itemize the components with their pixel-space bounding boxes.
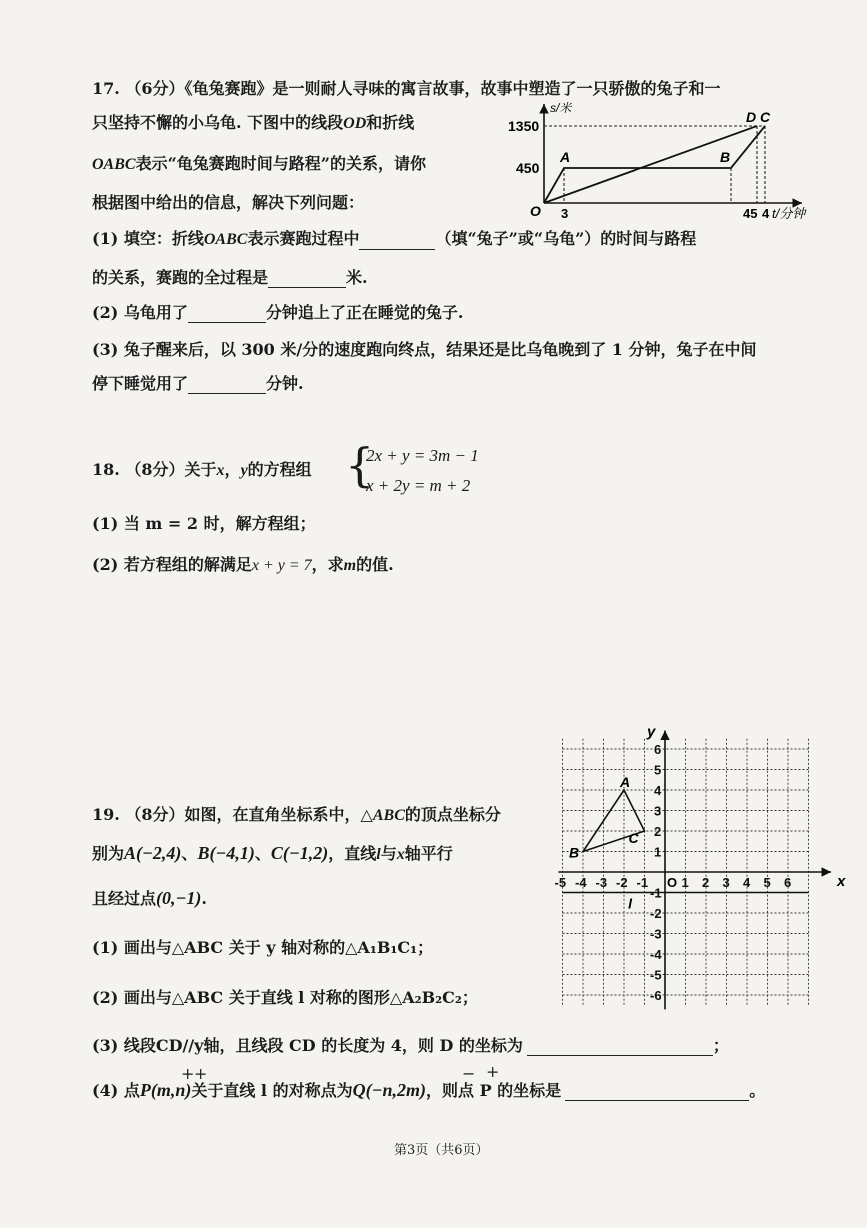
y-tick-label: 5	[654, 762, 662, 778]
q18-var-x: x	[216, 462, 225, 479]
q17-part3-cont	[92, 374, 304, 394]
q19-l2c: 与	[380, 844, 397, 863]
x-tick-label: 5	[763, 875, 771, 890]
x-tick-label: 1	[681, 875, 689, 890]
y-tick-label: -1	[650, 885, 662, 901]
q19-sep-2: 、	[254, 844, 271, 863]
q17-part1-cont	[92, 268, 368, 288]
q18-p2b: ，求	[311, 555, 344, 574]
q19-blank-1[interactable]	[527, 1055, 713, 1056]
q17-line2-text: 只坚持不懈的小乌龟. 下图中的线段	[92, 113, 344, 132]
q17-blank-4[interactable]	[188, 393, 266, 394]
q19-mark-plus-1: +	[181, 1064, 195, 1083]
q17-x-tick-45: 45	[743, 206, 758, 221]
y-tick-label: 2	[654, 824, 662, 839]
q18-tail: 的方程组	[247, 460, 312, 479]
x-tick-label: -4	[575, 875, 587, 890]
q18-lead	[92, 460, 312, 481]
q19-l2b: ，直线	[328, 844, 377, 863]
q19-l2a: 别为	[92, 844, 125, 863]
x-tick-label: -3	[595, 875, 608, 890]
q17-line3-rest: 表示“龟兔赛跑时间与路程”的关系，请你	[135, 154, 426, 173]
q18-part2	[92, 555, 394, 576]
q19-part3	[92, 1036, 729, 1056]
q17-p1e: 米.	[346, 268, 368, 287]
q19-l2d: 轴平行	[404, 844, 453, 863]
q17-p3c: 分钟.	[266, 374, 304, 393]
y-tick-label: -2	[650, 906, 662, 921]
q17-p1b: 表示赛跑过程中	[247, 229, 360, 248]
q17-y-label: s/米	[550, 101, 572, 115]
q19-p4a: (4) 点	[92, 1081, 140, 1100]
q17-point-a: A	[560, 149, 571, 165]
q19-point-p: P(m,n)	[139, 1080, 192, 1100]
q17-p1a: (1) 填空：折线	[92, 229, 204, 248]
q17-blank-2[interactable]	[268, 287, 346, 288]
q19-line2	[92, 843, 453, 865]
x-tick-label: 3	[722, 875, 730, 890]
x-tick-label: 6	[784, 875, 792, 890]
x-tick-label: 4	[743, 875, 751, 890]
q17-line3	[92, 154, 426, 175]
q17-x-label: t/分钟	[772, 206, 806, 221]
q19-l3a: 且经过点	[92, 889, 157, 908]
q19-x: x	[396, 846, 405, 863]
x-tick-label: -2	[616, 875, 628, 890]
q19-vertex-c: C	[628, 830, 639, 846]
q19-point-q: Q(−n,2m)	[352, 1080, 426, 1100]
q19-triangle: △ABC	[360, 807, 405, 824]
q17-line2	[92, 113, 414, 134]
q17-part3: (3) 兔子醒来后，以 300 米/分的速度跑向终点，结果还是比乌龟晚到了 1 分钟，兔子在中间	[92, 340, 757, 359]
q18-var-y: y	[240, 462, 248, 479]
q18-p2a: (2) 若方程组的解满足	[92, 555, 252, 574]
q19-line1	[92, 805, 501, 826]
q17-point-b: B	[720, 149, 731, 165]
q19-vertex-b: B	[569, 844, 580, 861]
q19-part1: (1) 画出与△ABC 关于 y 轴对称的△A₁B₁C₁；	[92, 938, 434, 957]
q17-p2b: 分钟追上了正在睡觉的兔子.	[265, 303, 464, 322]
q19-l1a: 19. （8分）如图，在直角坐标系中，	[92, 805, 361, 824]
q19-vertex-a: A	[620, 774, 631, 790]
q18-part1: (1) 当 m = 2 时，解方程组；	[92, 514, 316, 533]
q19-origin-label: O	[667, 875, 678, 890]
q17-x-tick-partial: 4	[762, 206, 770, 221]
q17-line4: 根据图中给出的信息，解决下列问题：	[92, 193, 365, 212]
q17-od: OD	[343, 115, 367, 132]
q19-mark-plus-2: +	[194, 1064, 208, 1083]
x-tick-label: -5	[554, 875, 567, 890]
q19-line-l: l	[376, 846, 381, 863]
q17-oabc: OABC	[92, 156, 136, 173]
y-tick-label: -3	[650, 926, 662, 942]
q17-y-tick-450: 450	[516, 160, 540, 176]
q18-eq1: 2x + y = 3m − 1	[366, 446, 479, 465]
q19-mark-plus-3: +	[486, 1062, 500, 1081]
q19-coordinate-grid	[554, 723, 846, 1015]
y-tick-label: -4	[650, 947, 662, 962]
q17-lead: 17. （6分）《龟兔赛跑》是一则耐人寻味的寓言故事，故事中塑造了一只骄傲的兔子和一	[92, 79, 721, 98]
y-tick-label: 3	[654, 803, 662, 819]
q17-x-tick-3: 3	[561, 206, 569, 221]
q19-p3-end: ；	[712, 1036, 729, 1055]
q17-blank-3[interactable]	[188, 322, 266, 323]
q19-p3: (3) 线段CD//y轴，且线段 CD 的长度为 4，则 D 的坐标为	[92, 1036, 523, 1055]
q18-comma: ，	[224, 460, 241, 479]
q17-origin: O	[530, 203, 541, 219]
q18-brace: {	[345, 438, 375, 492]
q17-part2	[92, 303, 463, 323]
q19-p4b: 关于直线 l 的对称点为	[191, 1081, 353, 1100]
y-tick-label: -5	[650, 967, 662, 983]
q17-y-tick-1350: 1350	[508, 118, 540, 134]
x-tick-label: 2	[702, 875, 710, 890]
y-tick-label: 1	[654, 844, 662, 860]
q17-graph	[500, 98, 830, 226]
q19-y-label: y	[647, 723, 656, 741]
q17-point-c: C	[760, 109, 771, 125]
q19-mark-minus: −	[462, 1064, 476, 1083]
q18-p2c: 的值.	[356, 555, 394, 574]
q19-x-label: x	[837, 873, 846, 890]
q17-p3b: 停下睡觉用了	[92, 374, 189, 393]
q19-blank-2[interactable]	[565, 1100, 749, 1101]
q17-p1d: 的关系，赛跑的全过程是	[92, 268, 269, 287]
q17-and: 和折线	[366, 113, 415, 132]
q18-eq2: x + 2y = m + 2	[366, 476, 471, 495]
q18-lead-text: 18. （8分）关于	[92, 460, 217, 479]
q17-point-d: D	[746, 109, 757, 125]
q19-l1b: 的顶点坐标分	[404, 805, 501, 824]
q19-point-a: A(−2,4)	[124, 843, 182, 863]
q19-part2: (2) 画出与△ABC 关于直线 l 对称的图形△A₂B₂C₂；	[92, 988, 478, 1007]
q19-sep-1: 、	[181, 844, 198, 863]
q19-l3b: .	[201, 889, 207, 908]
q17-p1c: （填“兔子”或“乌龟”）的时间与路程	[435, 229, 697, 248]
q19-point-c: C(−1,2)	[270, 843, 329, 863]
x-tick-label: -1	[636, 875, 649, 890]
q19-line-l-label: l	[628, 895, 632, 912]
q19-line3	[92, 888, 207, 909]
q18-p2-expr: x + y = 7	[251, 557, 312, 574]
q17-part1	[92, 229, 696, 250]
q19-p4-end: 。	[749, 1081, 766, 1100]
page-footer: 第3页（共6页）	[394, 1143, 489, 1158]
q17-p2a: (2) 乌龟用了	[92, 303, 188, 322]
y-tick-label: 4	[654, 783, 662, 798]
y-tick-label: 6	[654, 742, 662, 757]
q19-p4c: ，则点 P 的坐标是	[426, 1081, 562, 1100]
q18-p2-m: m	[343, 557, 357, 574]
q17-blank-1[interactable]	[359, 249, 435, 250]
q19-part4	[92, 1080, 765, 1101]
y-tick-label: -6	[650, 988, 662, 1003]
q19-point-0-neg1: (0,−1)	[156, 888, 202, 908]
q19-point-b: B(−4,1)	[197, 843, 255, 863]
q17-p1-oabc: OABC	[203, 231, 248, 248]
